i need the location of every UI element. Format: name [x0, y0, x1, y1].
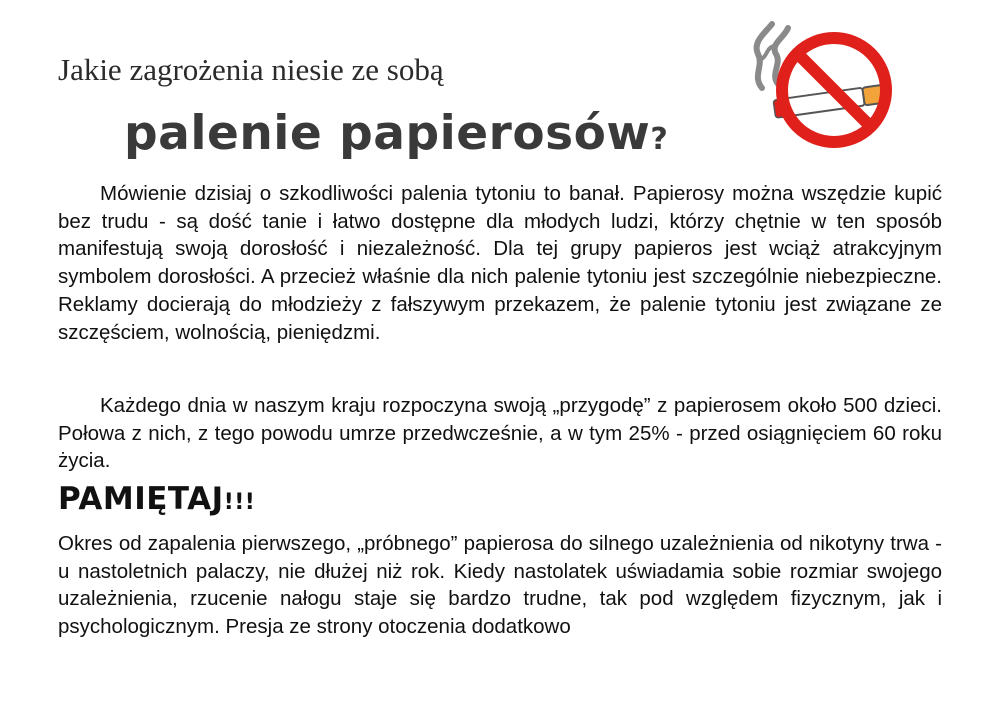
- page-title-text: palenie papierosów: [124, 106, 651, 161]
- remember-label: PAMIĘTAJ: [58, 481, 224, 517]
- statistics-paragraph: Każdego dnia w naszym kraju rozpoczyna swoją „przygodę” z papierosem około 500 dzieci. Połowa z nich, z tego powodu umrze przedwcześnie, a w tym 25% - przed osiągnięciem 60 roku życia.: [58, 394, 942, 473]
- remember-heading: [58, 481, 255, 517]
- no-smoking-icon: [748, 18, 904, 150]
- closing-paragraph: Okres od zapalenia pierwszego, „próbnego” papierosa do silnego uzależnienia od nikotyny trwa - u nastoletnich palaczy, nie dłużej niż rok. Kiedy nastolatek uświadamia sobie rozmiar swojego uzależnienia, rzucenie nałogu staje się bardzo trudne, tak pod względem fizycznym, jak i psychologicznym. Presja ze strony otoczenia dodatkowo: [58, 532, 942, 639]
- smoke-icon: [760, 46, 774, 60]
- remember-exclamation: !!!: [223, 490, 256, 515]
- intro-paragraph: Mówienie dzisiaj o szkodliwości palenia tytoniu to banał. Papierosy można wszędzie kupić bez trudu - są dość tanie i łatwo dostępne dla młodych ludzi, którzy chętnie w ten sposób manifestują swoją dorosłość i niezależność. Dla tej grupy papieros jest wciąż atrakcyjnym symbolem dorosłości. A przecież właśnie dla nich palenie tytoniu jest szczególnie niebezpieczne. Reklamy docierają do młodzieży z fałszywym przekazem, że palenie tytoniu jest związane ze szczęściem, wolnością, pieniędzmi.: [58, 182, 942, 344]
- subtitle: Jakie zagrożenia niesie ze sobą: [58, 52, 444, 87]
- page-title: [124, 106, 668, 161]
- title-question-mark: ?: [650, 122, 669, 157]
